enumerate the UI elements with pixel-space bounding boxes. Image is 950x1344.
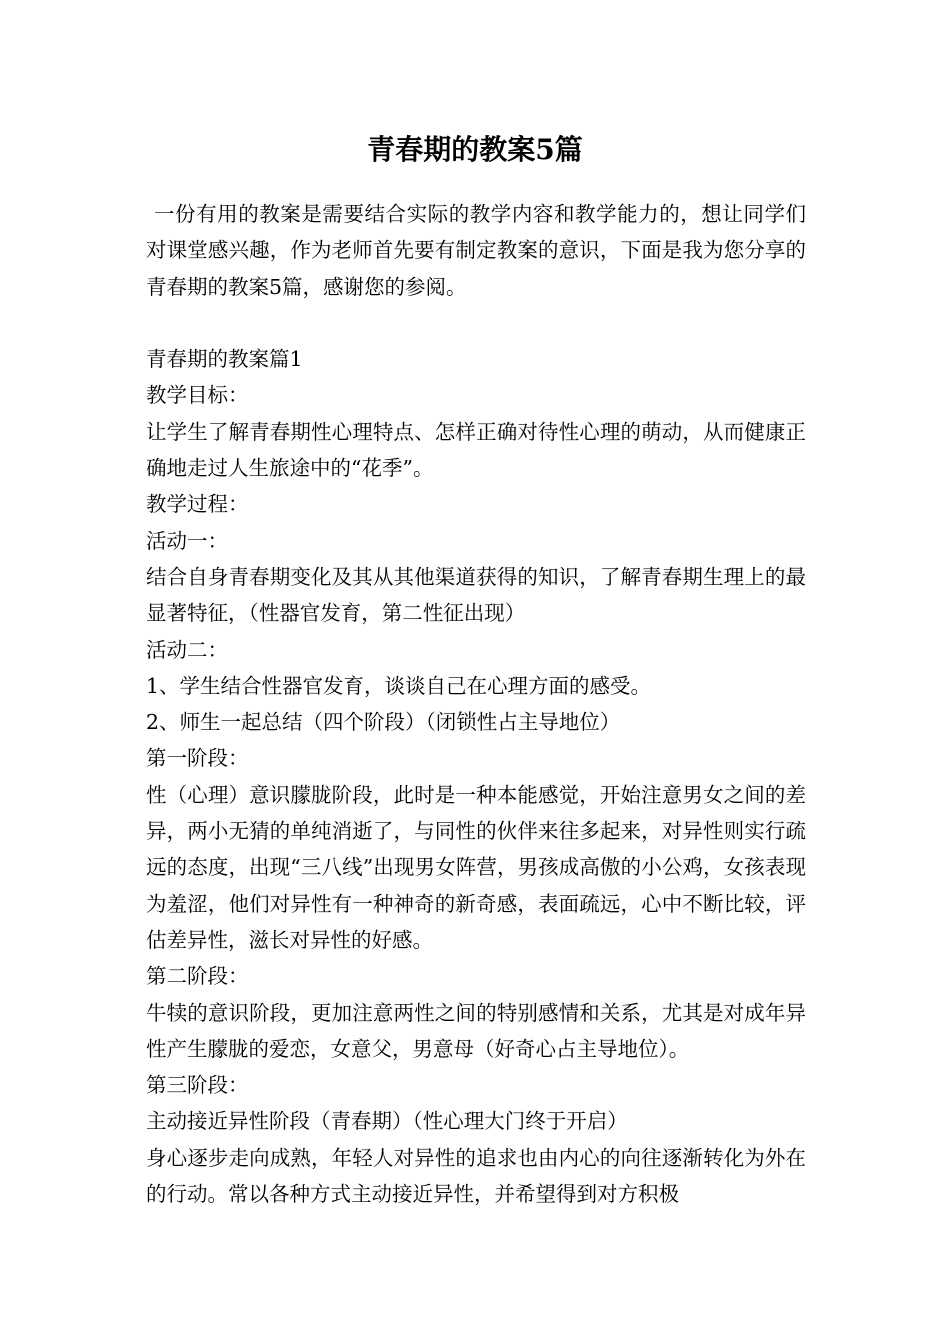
body-paragraph: 结合自身青春期变化及其从其他渠道获得的知识，了解青春期生理上的最显著特征，（性器官发育，第二性征出现） — [146, 564, 806, 626]
list-item: 1、学生结合性器官发育，谈谈自己在心理方面的感受。 — [146, 673, 652, 698]
section-heading: 青春期的教案篇1 — [146, 347, 303, 372]
label-activity-1: 活动一： — [146, 528, 228, 553]
label-process: 教学过程： — [146, 492, 249, 517]
list-item: 2、师生一起总结（四个阶段）（闭锁性占主导地位） — [146, 710, 621, 735]
body-paragraph: 性（心理）意识朦胧阶段，此时是一种本能感觉，开始注意男女之间的差异，两小无猜的单纯消逝了，与同性的伙伴来往多起来，对异性则实行疏远的态度，出现“三八线”出现男女阵营，男孩成高傲的小公鸡，女孩表现为羞涩，他们对异性有一种神奇的新奇感，表面疏远，心中不断比较，评估差异性，滋长对异性的好感。 — [146, 782, 806, 952]
document-body — [146, 196, 806, 1212]
body-paragraph: 牛犊的意识阶段，更加注意两性之间的特别感情和关系，尤其是对成年异性产生朦胧的爱恋，女意父，男意母（好奇心占主导地位）。 — [146, 1000, 806, 1061]
body-paragraph: 身心逐步走向成熟，年轻人对异性的追求也由内心的向往逐渐转化为外在的行动。常以各种方式主动接近异性，并希望得到对方积极 — [146, 1145, 806, 1207]
label-stage-1: 第一阶段： — [146, 746, 249, 771]
label-stage-2: 第二阶段： — [146, 964, 249, 989]
label-objectives: 教学目标： — [146, 383, 249, 408]
body-paragraph: 主动接近异性阶段（青春期）（性心理大门终于开启） — [146, 1109, 628, 1134]
label-stage-3: 第三阶段： — [146, 1073, 249, 1098]
document-title: 青春期的教案5篇 — [367, 133, 583, 166]
body-paragraph: 让学生了解青春期性心理特点、怎样正确对待性心理的萌动，从而健康正确地走过人生旅途中的“花季”。 — [146, 419, 806, 481]
label-activity-2: 活动二： — [146, 637, 228, 662]
intro-paragraph: 一份有用的教案是需要结合实际的教学内容和教学能力的，想让同学们对课堂感兴趣，作为老师首先要有制定教案的意识，下面是我为您分享的青春期的教案5篇，感谢您的参阅。 — [146, 202, 806, 299]
paragraph-gap — [146, 305, 806, 341]
